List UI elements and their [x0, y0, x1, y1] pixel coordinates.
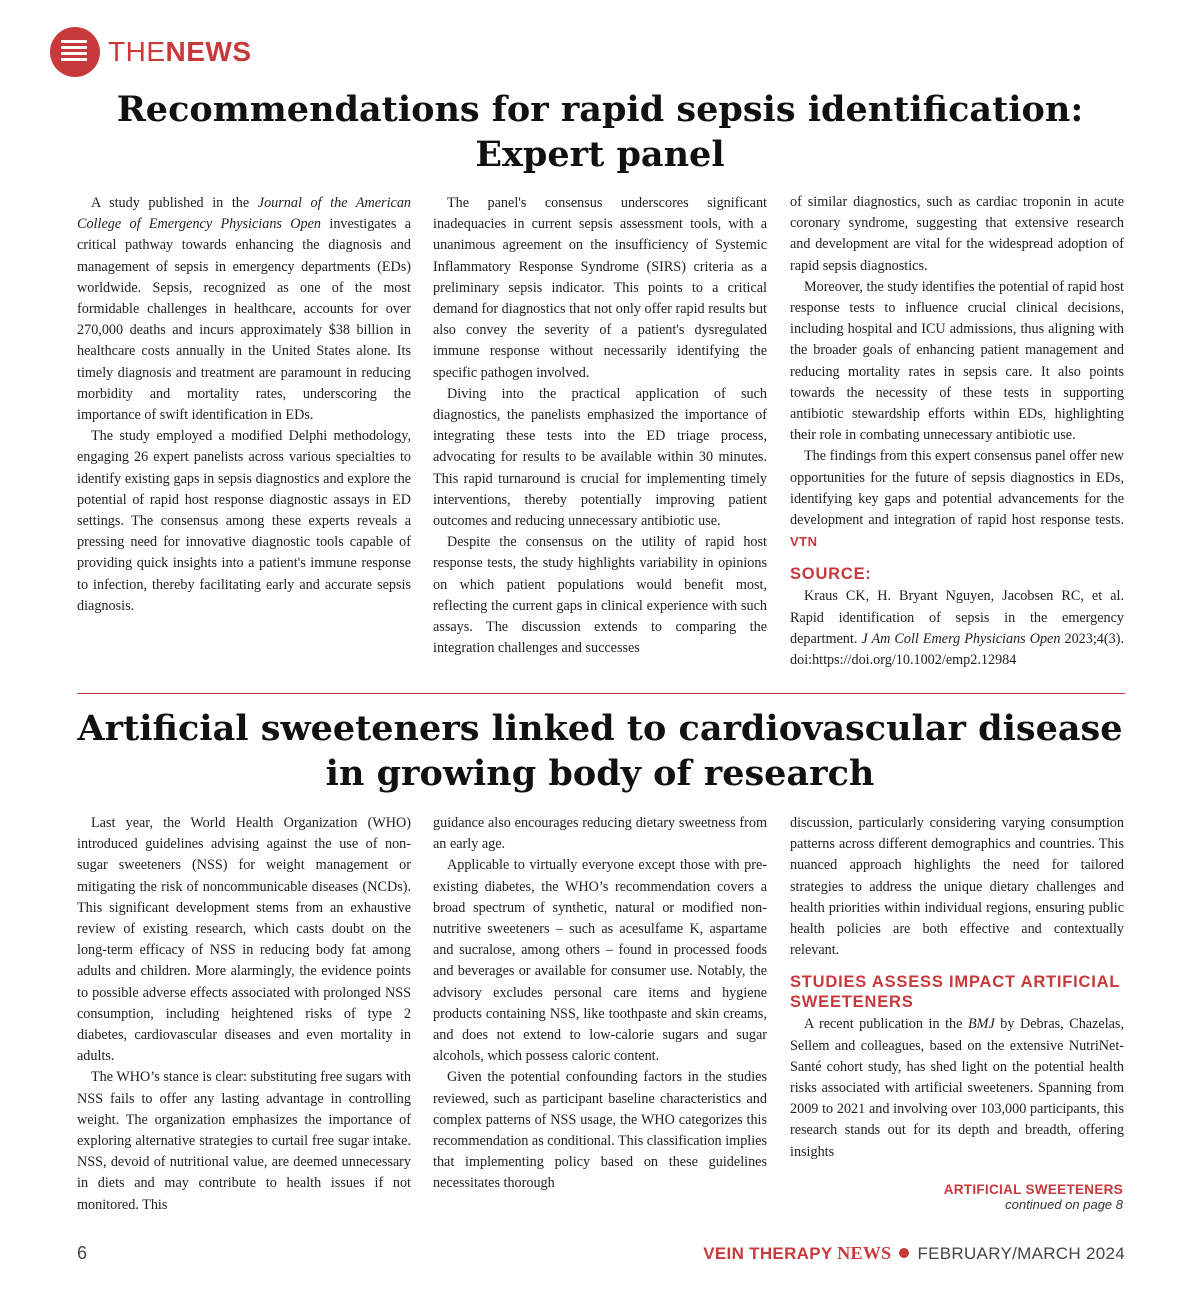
article2-paragraph-4: Applicable to virtually everyone except those with pre-existing diabetes, the WHO’s recommendation covers a broad spectrum of synthetic, natural or modified non-nutritive sweeteners – such as acesulfame K, aspartame and sucralose, among others – found in processed foods and beverages or available for consumer use. Notably, the advisory excludes personal care items and hygiene products containing NSS, like toothpaste and skin creams, and does not extend to low-calorie sugars and sugar alcohols, which possess caloric content. [433, 857, 767, 1065]
article1-column-1 [77, 193, 411, 617]
source-journal: J Am Coll Emerg Physicians Open [861, 630, 1061, 647]
publication-info [703, 1243, 1125, 1264]
continued-page: continued on page 8 [1005, 1197, 1123, 1212]
article1-column-3 [790, 192, 1124, 671]
brand-bold: NEWS [165, 36, 252, 67]
article2-column-3 [790, 813, 1124, 1163]
publication-name-part1: VEIN THERAPY [703, 1244, 838, 1263]
section-brand [108, 36, 252, 68]
newspaper-icon [50, 27, 100, 77]
article1-title-line2: Expert panel [475, 134, 725, 175]
article2-title-line1: Artificial sweeteners linked to cardiovascular disease [77, 708, 1123, 749]
article2-paragraph-2: The WHO’s stance is clear: substituting free sugars with NSS fails to offer any lasting advantage in controlling weight. The organization emphasizes the importance of exploring alternative strategies to curtail free sugar intake. NSS, devoid of nutritional value, are deemed unnecessary in diets and may contribute to health issues if not monitored. This [77, 1069, 411, 1213]
article1-title-line1: Recommendations for rapid sepsis identification: [116, 89, 1084, 130]
article2-title [60, 706, 1140, 796]
journal-name: Journal of the American College of Emergency Physicians Open [77, 195, 412, 233]
article2-paragraph-1: Last year, the World Health Organization (WHO) introduced guidelines advising against the use of non-sugar sweeteners (NSS) for weight management or mitigating the risk of noncommunicable diseases (NCDs). This significant development stems from an exhaustive review of existing research, which casts doubt on the long-term efficacy of NSS in reducing body fat among adults and children. More alarmingly, the evidence points to possible adverse effects associated with prolonged NSS consumption, including heightened risks of type 2 diabetes, cardiovascular diseases and even mortality in adults. [77, 815, 411, 1065]
article1-paragraph-7: Moreover, the study identifies the potential of rapid host response tests to influence crucial clinical decisions, including hospital and ICU admissions, thus aligning with the broader goals of enhancing patient management and reducing mortality rates in sepsis care. It also points towards the necessity of these tests in supporting antibiotic stewardship efforts within EDs, highlighting their role in combating unnecessary antibiotic use. [790, 278, 1124, 444]
article2-column-1 [77, 813, 411, 1216]
issue-date: FEBRUARY/MARCH 2024 [917, 1244, 1125, 1263]
brand-light: THE [108, 36, 166, 67]
article1-paragraph-5: Despite the consensus on the utility of rapid host response tests, the study highlights variability in opinions on which patient populations would benefit most, reflecting the current gaps in clinical experience with such assays. The discussion extends to comparing the integration challenges and successes [433, 534, 767, 657]
article1-paragraph-3: The panel's consensus underscores significant inadequacies in current sepsis assessment tools, with a unanimous agreement on the insufficiency of Systemic Inflammatory Response Syndrome (SIRS) criteria as a preliminary sepsis indicator. This points to a critical demand for diagnostics that not only offer rapid results but also convey the severity of a patient's dysregulated immune response without necessarily identifying the specific pathogen involved. [433, 195, 767, 381]
article1-paragraph-6: of similar diagnostics, such as cardiac troponin in acute coronary syndrome, suggesting that extensive research and development are vital for the widespread adoption of rapid sepsis diagnostics. [790, 194, 1124, 274]
article2-paragraph-6: discussion, particularly considering varying consumption patterns across different demographics and countries. This nuanced approach highlights the need for tailored strategies to address the unique dietary challenges and health priorities within individual regions, ensuring public health policies are both effective and contextually relevant. [790, 815, 1124, 959]
continued-note[interactable] [944, 1182, 1123, 1212]
article2-column-2 [433, 813, 767, 1195]
article2-title-line2: in growing body of research [325, 753, 875, 794]
source-citation: Kraus CK, H. Bryant Nguyen, Jacobsen RC, et al. Rapid identification of sepsis in the emergency department. J Am Coll Emerg Physicians Open 2023;4(3). doi:https://doi.org/10.1002/emp2.12984 [790, 588, 1124, 669]
source-heading: SOURCE: [790, 565, 872, 584]
bmj-journal: BMJ [967, 1016, 995, 1033]
section-divider [77, 693, 1125, 694]
signoff: VTN [790, 534, 818, 550]
continued-title: ARTIFICIAL SWEETENERS [943, 1182, 1123, 1197]
page-footer [77, 1243, 1125, 1267]
article2-paragraph-5: Given the potential confounding factors in the studies reviewed, such as participant baseline characteristics and complex patterns of NSS usage, the WHO categorizes this recommendation as conditional. This classification implies that implementing policy based on these guidelines necessitates thorough [433, 1069, 767, 1192]
page-number: 6 [77, 1243, 88, 1263]
article2-paragraph-3: guidance also encourages reducing dietary sweetness from an early age. [433, 815, 767, 853]
bullet-dot-icon [899, 1248, 909, 1258]
article1-paragraph-1: A study published in the Journal of the American College of Emergency Physicians Open investigates a critical pathway towards enhancing the diagnosis and management of sepsis in emergency departments (EDs) worldwide. Sepsis, recognized as one of the most formidable challenges in healthcare, accounts for over 270,000 deaths and incurs approximately $38 billion in healthcare costs annually in the United States alone. Its timely diagnosis and treatment are paramount in reducing morbidity and mortality rates, underscoring the importance of swift identification in EDs. [77, 195, 412, 424]
masthead [50, 26, 252, 78]
article1-paragraph-2: The study employed a modified Delphi methodology, engaging 26 expert panelists across various specialties to identify existing gaps in sepsis diagnostics and explore the potential of rapid host response diagnostic assays in ED settings. The consensus among these experts reveals a pressing need for innovative diagnostic tools capable of providing quick insights into a patient's immune response to infection, thereby facilitating early and accurate sepsis diagnosis. [77, 428, 411, 614]
article2-paragraph-7: A recent publication in the BMJ by Debras, Chazelas, Sellem and colleagues, based on the extensive NutriNet-Santé cohort study, has shed light on the potential health risks associated with artificial sweeteners. Spanning from 2009 to 2021 and involving over 103,000 participants, this research stands out for its depth and breadth, offering insights [790, 1016, 1125, 1160]
article1-paragraph-4: Diving into the practical application of such diagnostics, the panelists emphasized the importance of integrating these tests into the ED triage process, advocating for results to be available within 30 minutes. This rapid turnaround is crucial for implementing timely interventions, thereby potentially improving patient outcomes and reducing unnecessary antibiotic use. [433, 385, 767, 530]
article1-paragraph-8: The findings from this expert consensus panel offer new opportunities for the future of sepsis diagnostics in EDs, identifying key gaps and potential advancements for the development and integration of rapid host response tests. VTN [790, 448, 1124, 550]
publication-name-part2: NEWS [837, 1243, 892, 1263]
article1-column-2 [433, 193, 767, 659]
article1-title [60, 87, 1140, 177]
article2-subheading: STUDIES ASSESS IMPACT ARTIFICIAL SWEETENERS [790, 973, 1120, 1012]
